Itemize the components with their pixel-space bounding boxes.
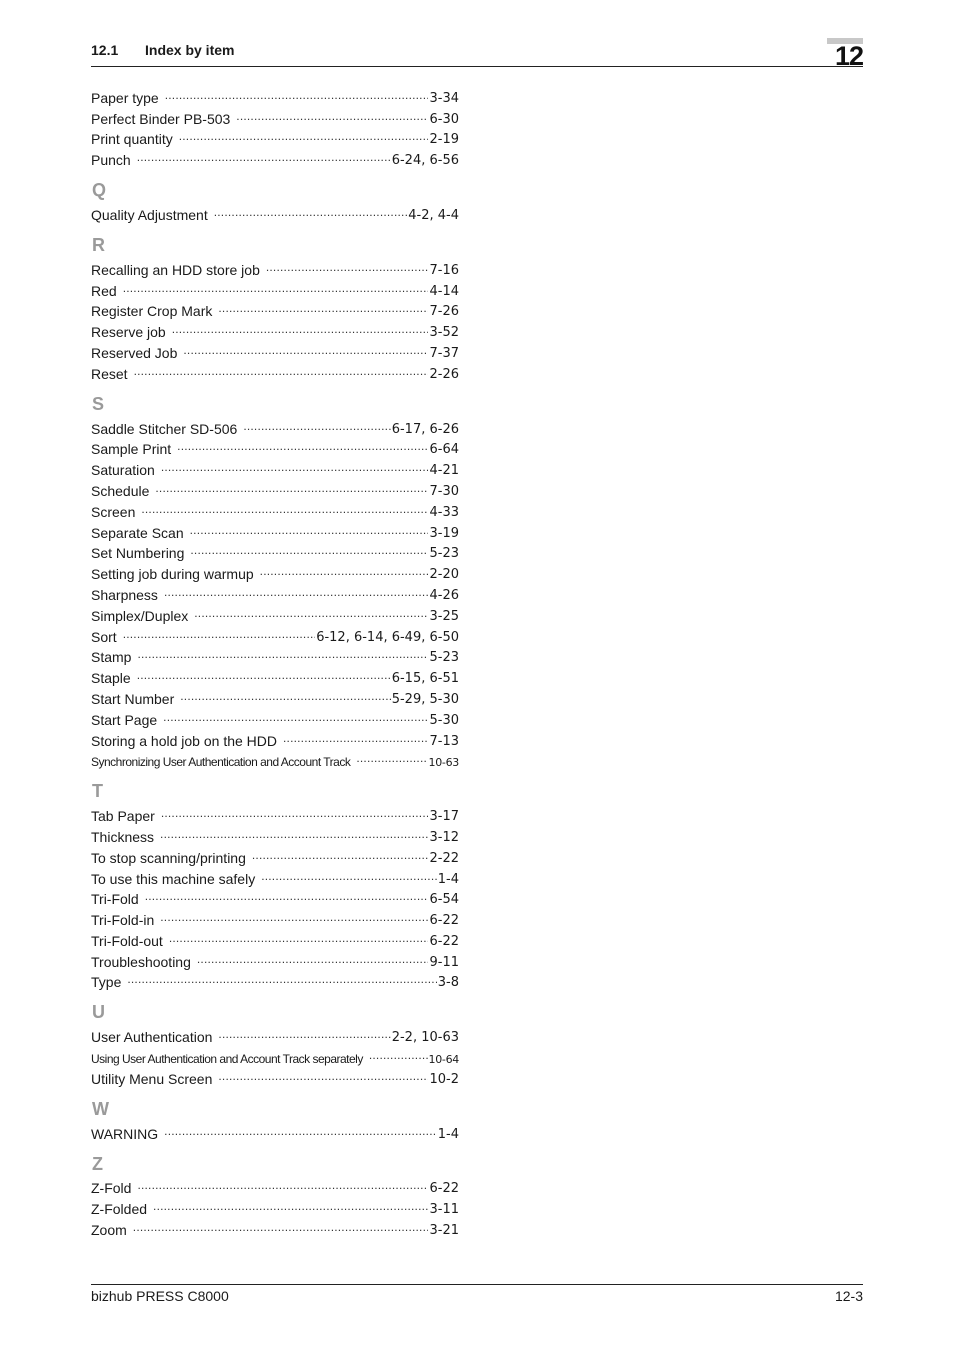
dot-leader [243,420,390,434]
index-entry [91,361,459,382]
dot-leader [137,1179,428,1193]
dot-leader [197,953,429,967]
index-page-refs: 6-22 [429,933,459,949]
dot-leader [179,130,429,144]
index-section-letter: T [92,781,103,802]
index-term: Screen [91,503,136,520]
index-page-refs: 9-11 [429,954,459,970]
index-entry [91,887,459,908]
index-page-refs: 7-30 [429,483,459,499]
page-header [91,40,863,71]
index-term: Storing a hold job on the HDD [91,732,277,749]
index-section-letter: R [92,234,105,255]
index-term: Perfect Binder PB-503 [91,110,231,127]
index-page-refs: 6-17, 6-26 [391,421,459,437]
index-term: Tri-Fold-in [91,912,155,929]
index-term: To use this machine safely [91,870,256,887]
dot-leader [218,1028,390,1042]
index-entry [91,949,459,970]
dot-leader [141,503,428,517]
index-entry [91,624,459,645]
index-page-refs: 3-21 [429,1223,459,1239]
dot-leader [194,607,428,621]
index-term: Punch [91,152,131,169]
index-term: Tri-Fold-out [91,932,163,949]
index-entry [91,499,459,520]
index-page-refs: 3-17 [429,809,459,825]
index-page-refs: 7-16 [429,262,459,278]
index-entry [91,416,459,437]
dot-leader [218,302,428,316]
index-entry [91,1066,459,1087]
index-term: Saddle Stitcher SD-506 [91,420,238,437]
dot-leader [369,1049,428,1063]
index-entry [91,541,459,562]
index-term: Start Number [91,690,175,707]
index-page-refs: 6-22 [429,913,459,929]
index-page-refs: 4-21 [429,463,459,479]
section-number: 12.1 [91,42,119,58]
index-term: Staple [91,670,131,687]
dot-leader [160,911,428,925]
index-page-refs: 3-8 [437,975,459,991]
index-entry [91,85,459,106]
index-term: Reserved Job [91,344,178,361]
index-page-refs: 6-30 [429,111,459,127]
index-term: Reset [91,365,128,382]
index-term: Tri-Fold [91,891,139,908]
index-term: Reserve job [91,324,166,341]
index-term: Schedule [91,482,150,499]
product-name: bizhub PRESS C8000 [91,1288,229,1304]
index-entry [91,1196,459,1217]
dot-leader [163,711,428,725]
index-page-refs: 7-37 [429,345,459,361]
index-page-refs: 7-13 [429,733,459,749]
dot-leader [164,586,429,600]
dot-leader [161,807,429,821]
index-term: Quality Adjustment [91,206,208,223]
dot-leader [283,732,428,746]
index-column [91,85,459,1238]
index-entry [91,749,459,770]
dot-leader [165,89,429,103]
index-entry [91,106,459,127]
index-entry [91,1045,459,1066]
chapter-number: 12 [827,38,863,72]
index-entry [91,866,459,887]
index-page-refs: 3-19 [429,525,459,541]
index-term: Set Numbering [91,545,185,562]
page-number: 12-3 [834,1288,863,1304]
index-page-refs: 6-24, 6-56 [391,153,459,169]
index-page-refs: 4-33 [429,504,459,520]
dot-leader [164,1125,437,1139]
index-term: Saturation [91,462,155,479]
index-term: Z-Fold [91,1180,132,1197]
dot-leader [137,669,391,683]
dot-leader [137,648,428,662]
index-section-letter: U [92,1002,105,1023]
index-page-refs: 2-26 [429,366,459,382]
index-page-refs: 1-4 [437,1126,459,1142]
index-page-refs: 2-20 [429,567,459,583]
index-page-refs: 6-22 [429,1181,459,1197]
index-term: Z-Folded [91,1201,148,1218]
dot-leader [236,110,428,124]
index-term: Sharpness [91,586,158,603]
index-entry [91,278,459,299]
index-entry [91,665,459,686]
index-page-refs: 6-54 [429,892,459,908]
dot-leader [134,365,429,379]
dot-leader [123,628,316,642]
index-term: Utility Menu Screen [91,1070,213,1087]
index-term: Simplex/Duplex [91,607,189,624]
index-term: To stop scanning/printing [91,849,246,866]
dot-leader [160,828,428,842]
index-term: WARNING [91,1125,159,1142]
index-entry [91,340,459,361]
index-page-refs: 7-26 [429,304,459,320]
index-page-refs: 6-64 [429,442,459,458]
dot-leader [190,524,429,538]
index-entry [91,707,459,728]
index-page-refs: 4-2, 4-4 [408,207,459,223]
index-page-refs: 1-4 [437,871,459,887]
index-entry [91,803,459,824]
index-entry [91,561,459,582]
index-term: Using User Authentication and Account Track separately [91,1052,363,1067]
index-section-letter: Q [92,180,107,201]
index-entry [91,202,459,223]
index-entry [91,603,459,624]
index-entry [91,127,459,148]
index-section-letter: W [92,1098,109,1119]
index-entry [91,970,459,991]
dot-leader [133,1221,429,1235]
page-footer [91,1284,863,1304]
dot-leader [180,690,390,704]
index-page-refs: 4-26 [429,587,459,603]
index-entry [91,457,459,478]
dot-leader [127,973,436,987]
index-entry [91,147,459,168]
index-page-refs: 2-2, 10-63 [391,1030,459,1046]
index-term: User Authentication [91,1029,213,1046]
dot-leader [161,461,429,475]
index-term: Setting job during warmup [91,566,254,583]
dot-leader [123,282,429,296]
index-entry [91,907,459,928]
index-entry [91,824,459,845]
index-entry [91,520,459,541]
dot-leader [356,752,427,766]
index-term: Troubleshooting [91,953,191,970]
index-page-refs: 3-52 [429,325,459,341]
dot-leader [183,344,428,358]
dot-leader [266,261,429,275]
dot-leader [260,565,429,579]
index-term: Zoom [91,1222,127,1239]
index-entry [91,928,459,949]
index-term: Recalling an HDD store job [91,261,260,278]
index-term: Start Page [91,711,158,728]
index-entry [91,478,459,499]
index-term: Stamp [91,649,132,666]
dot-leader [190,544,428,558]
index-section-letter: Z [92,1153,103,1174]
dot-leader [169,932,429,946]
index-page-refs: 6-12, 6-14, 6-49, 6-50 [316,629,459,645]
index-entry [91,1024,459,1045]
index-page-refs: 2-22 [429,850,459,866]
index-entry [91,299,459,320]
index-page-refs: 5-23 [429,650,459,666]
index-term: Register Crop Mark [91,303,213,320]
index-page-refs: 3-11 [429,1202,459,1218]
index-page-refs: 3-12 [429,829,459,845]
index-section-letter: S [92,393,105,414]
index-page-refs: 5-30 [429,712,459,728]
index-term: Sample Print [91,441,172,458]
dot-leader [155,482,428,496]
index-entry [91,319,459,340]
index-page-refs: 2-19 [429,132,459,148]
index-page-refs: 6-15, 6-51 [391,671,459,687]
index-term: Tab Paper [91,808,155,825]
index-entry [91,582,459,603]
index-entry [91,728,459,749]
index-term: Sort [91,628,117,645]
index-page-refs: 10-2 [429,1071,459,1087]
index-entry [91,645,459,666]
index-page-refs: 4-14 [429,283,459,299]
dot-leader [137,151,391,165]
index-term: Red [91,282,117,299]
index-entry [91,1176,459,1197]
index-term: Thickness [91,828,155,845]
index-page-refs: 3-25 [429,608,459,624]
index-entry [91,1217,459,1238]
index-entry [91,437,459,458]
dot-leader [261,870,437,884]
dot-leader [218,1070,428,1084]
section-title: Index by item [145,42,235,58]
dot-leader [172,323,429,337]
dot-leader [153,1200,428,1214]
index-entry [91,257,459,278]
index-term: Print quantity [91,131,173,148]
index-page-refs: 10-64 [428,1053,459,1067]
dot-leader [177,440,428,454]
dot-leader [252,849,429,863]
dot-leader [214,206,408,220]
index-entry [91,686,459,707]
index-page-refs: 5-29, 5-30 [391,691,459,707]
index-page-refs: 10-63 [428,756,459,770]
index-entry [91,845,459,866]
index-entry [91,1121,459,1142]
index-term: Separate Scan [91,524,184,541]
dot-leader [145,890,429,904]
index-term: Synchronizing User Authentication and Account Track [91,755,351,770]
index-page-refs: 3-34 [429,90,459,106]
index-term: Paper type [91,89,159,106]
index-page-refs: 5-23 [429,546,459,562]
index-term: Type [91,974,122,991]
